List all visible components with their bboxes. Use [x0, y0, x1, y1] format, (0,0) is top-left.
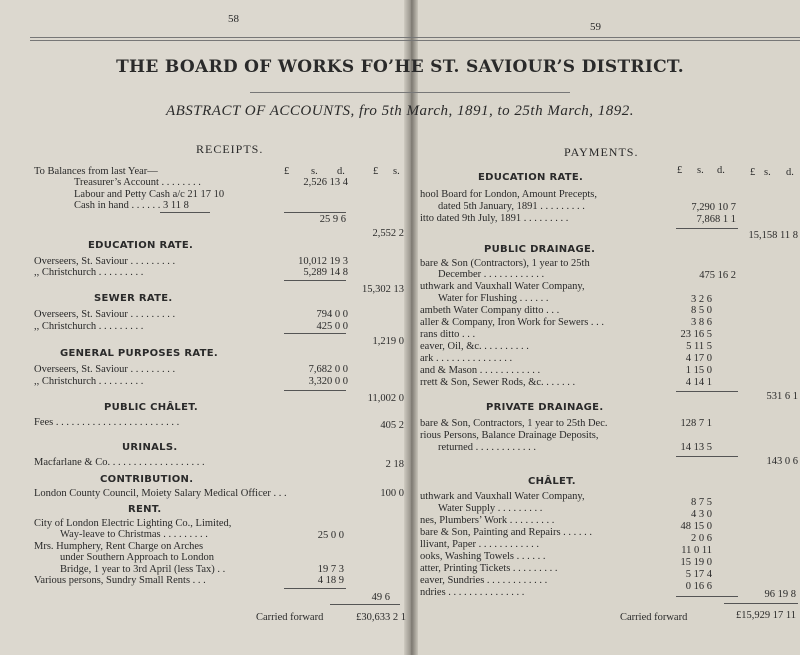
drain-row-7: ark . . . . . . . . . . . . . . .: [420, 353, 513, 364]
r-edu-amt-1: 10,012 19 3: [298, 256, 348, 267]
drain-row-9: rrett & Son, Sewer Rods, &c. . . . . . .: [420, 377, 576, 388]
payments-heading: PAYMENTS.: [564, 145, 639, 159]
chalet-row-3: bare & Son, Painting and Repairs . . . . . .: [420, 527, 593, 538]
general-row-1: Overseers, St. Saviour . . . . . . . . .: [34, 364, 176, 375]
contribution-heading: CONTRIBUTION.: [100, 474, 194, 485]
drain-amt-6: 5 11 5: [686, 341, 712, 352]
balances-label: To Balances from last Year—: [34, 166, 158, 177]
urinals-label: Macfarlane & Co. . . . . . . . . . . . . . . . . . .: [34, 457, 205, 468]
rent-row-1-l1: City of London Electric Lighting Co., Limited,: [34, 518, 232, 529]
r-edu-row-2: ,, Christchurch . . . . . . . . .: [34, 267, 144, 278]
col-shillings-b: s.: [393, 166, 400, 177]
chalet-amt-4: 2 0 6: [691, 533, 712, 544]
drain-amt-5: 23 16 5: [680, 329, 712, 340]
drain-amt-2: 3 2 6: [691, 294, 712, 305]
general-row-2: ,, Christchurch . . . . . . . . .: [34, 376, 144, 387]
private-row-1: bare & Son, Contractors, 1 year to 25th Dec.: [420, 418, 608, 429]
chalet-amt-1: 8 7 5: [691, 497, 712, 508]
sewer-total: 1,219 0: [372, 336, 404, 347]
payments-carried-label: Carried forward: [620, 612, 688, 623]
payments-carried-amount: £15,929 17 11: [736, 610, 796, 621]
p-edu-l2: dated 5th January, 1891 . . . . . . . . .: [438, 201, 585, 212]
private-row-2-l2: returned . . . . . . . . . . . .: [438, 442, 536, 453]
drain-row-3: ambeth Water Company ditto . . .: [420, 305, 560, 316]
chalet-row-1-l2: Water Supply . . . . . . . . .: [438, 503, 543, 514]
chalet-amt-7: 5 17 4: [685, 569, 712, 580]
p-edu-total: 15,158 11 8: [748, 230, 798, 241]
pay-col-pounds-b: £: [750, 167, 756, 178]
sewer-amt-1: 794 0 0: [316, 309, 348, 320]
general-heading: GENERAL PURPOSES RATE.: [60, 348, 218, 359]
drain-row-2-l1: uthwark and Vauxhall Water Company,: [420, 281, 585, 292]
title-rule: [250, 92, 570, 93]
rent-amt-3: 4 18 9: [317, 575, 344, 586]
p-edu-l3: itto dated 9th July, 1891 . . . . . . . . .: [420, 213, 569, 224]
r-edu-total: 15,302 13: [362, 284, 404, 295]
private-amt-1: 128 7 1: [680, 418, 712, 429]
page-subtitle: ABSTRACT OF ACCOUNTS, fro 5th March, 1891, to 25th March, 1892.: [165, 103, 635, 119]
page-number-left: 58: [228, 13, 239, 25]
pay-col-pounds-a: £: [677, 165, 683, 176]
sewer-row-2: ,, Christchurch . . . . . . . . .: [34, 321, 144, 332]
labour-label: Labour and Petty Cash a/c 21 17 10: [74, 189, 225, 200]
chalet-amt-2: 4 3 0: [691, 509, 712, 520]
cash-label: Cash in hand . . . . . . 3 11 8: [74, 200, 189, 211]
rent-row-2-l2: under Southern Approach to London: [60, 552, 214, 563]
receipts-carried-label: Carried forward: [256, 612, 324, 623]
page-number-right: 59: [590, 21, 601, 33]
private-drainage-heading: PRIVATE DRAINAGE.: [486, 402, 604, 413]
drain-row-8: and & Mason . . . . . . . . . . . .: [420, 365, 541, 376]
balances-total: 2,552 2: [372, 228, 404, 239]
rent-row-3: Various persons, Sundry Small Rents . . .: [34, 575, 206, 586]
public-drainage-total: 531 6 1: [766, 391, 798, 402]
drain-amt-1: 475 16 2: [699, 270, 736, 281]
private-drainage-total: 143 0 6: [766, 456, 798, 467]
rent-heading: RENT.: [128, 504, 162, 515]
sewer-heading: SEWER RATE.: [94, 293, 173, 304]
chalet-row-8: ndries . . . . . . . . . . . . . . .: [420, 587, 525, 598]
chalet-amt-3: 48 15 0: [680, 521, 712, 532]
drain-row-1-l1: bare & Son (Contractors), 1 year to 25th: [420, 258, 590, 269]
drain-row-2-l2: Water for Flushing . . . . . .: [438, 293, 549, 304]
receipts-heading: RECEIPTS.: [196, 142, 264, 156]
chalet-row-6: atter, Printing Tickets . . . . . . . . .: [420, 563, 558, 574]
chalet-row-2: nes, Plumbers’ Work . . . . . . . . .: [420, 515, 555, 526]
drain-row-5: rans ditto . . .: [420, 329, 476, 340]
general-amt-1: 7,682 0 0: [308, 364, 348, 375]
drain-row-6: eaver, Oil, &c. . . . . . . . . .: [420, 341, 529, 352]
chalet-row-1-l1: uthwark and Vauxhall Water Company,: [420, 491, 585, 502]
chalet-row-5: ooks, Washing Towels . . . . . .: [420, 551, 546, 562]
p-edu-amt-1: 7,290 10 7: [691, 202, 736, 213]
chalet-fees-total: 405 2: [380, 420, 404, 431]
pay-col-pence-b: d.: [786, 167, 794, 178]
balances-subtotal: 25 9 6: [319, 214, 346, 225]
col-pounds-a: £: [284, 166, 290, 177]
contribution-total: 100 0: [380, 488, 404, 499]
col-pounds-b: £: [373, 166, 379, 177]
book-gutter: [404, 0, 418, 655]
chalet-amt-6: 15 19 0: [680, 557, 712, 568]
r-edu-row-1: Overseers, St. Saviour . . . . . . . . .: [34, 256, 176, 267]
drain-amt-8: 1 15 0: [685, 365, 712, 376]
col-pence-a: d.: [337, 166, 345, 177]
private-row-2-l1: rious Persons, Balance Drainage Deposits,: [420, 430, 599, 441]
treasurer-label: Treasurer’s Account . . . . . . . .: [74, 177, 201, 188]
drain-amt-7: 4 17 0: [685, 353, 712, 364]
chalet-total: 96 19 8: [764, 589, 796, 600]
public-drainage-heading: PUBLIC DRAINAGE.: [484, 244, 596, 255]
sewer-amt-2: 425 0 0: [316, 321, 348, 332]
top-rule-2: [30, 40, 800, 41]
urinals-total: 2 18: [385, 459, 404, 470]
payments-education-heading: EDUCATION RATE.: [478, 172, 584, 183]
page-title: THE BOARD OF WORKS FO’HE ST. SAVIOUR’S DISTRICT.: [116, 57, 684, 77]
chalet-heading-right: CHÂLET.: [528, 476, 576, 487]
rent-total: 49 6: [371, 592, 390, 603]
rent-row-2-l1: Mrs. Humphery, Rent Charge on Arches: [34, 541, 204, 552]
drain-amt-9: 4 14 1: [685, 377, 712, 388]
receipts-education-heading: EDUCATION RATE.: [88, 240, 194, 251]
rent-amt-2: 19 7 3: [317, 564, 344, 575]
private-amt-2: 14 13 5: [680, 442, 712, 453]
drain-amt-4: 3 8 6: [691, 317, 712, 328]
chalet-fees-label: Fees . . . . . . . . . . . . . . . . . . . . . . . .: [34, 417, 180, 428]
rent-row-2-l3: Bridge, 1 year to 3rd April (less Tax) . .: [60, 564, 226, 575]
chalet-amt-5: 11 0 11: [681, 545, 712, 556]
pay-col-shillings-a: s.: [697, 165, 704, 176]
chalet-row-7: eaver, Sundries . . . . . . . . . . . .: [420, 575, 548, 586]
pay-col-shillings-b: s.: [764, 167, 771, 178]
treasurer-amount: 2,526 13 4: [303, 177, 348, 188]
general-total: 11,002 0: [367, 393, 404, 404]
receipts-carried-amount: £30,633 2 1: [356, 612, 406, 623]
p-edu-l1: hool Board for London, Amount Precepts,: [420, 189, 598, 200]
rent-amt-1: 25 0 0: [317, 530, 344, 541]
p-edu-amt-2: 7,868 1 1: [696, 214, 736, 225]
chalet-row-4: llivant, Paper . . . . . . . . . . . .: [420, 539, 539, 550]
drain-row-4: aller & Company, Iron Work for Sewers . . .: [420, 317, 605, 328]
general-amt-2: 3,320 0 0: [308, 376, 348, 387]
chalet-amt-8: 0 16 6: [685, 581, 712, 592]
r-edu-amt-2: 5,289 14 8: [303, 267, 348, 278]
col-shillings-a: s.: [311, 166, 318, 177]
drain-row-1-l2: December . . . . . . . . . . . .: [438, 269, 545, 280]
drain-amt-3: 8 5 0: [691, 305, 712, 316]
sewer-row-1: Overseers, St. Saviour . . . . . . . . .: [34, 309, 176, 320]
pay-col-pence-a: d.: [717, 165, 725, 176]
contribution-label: London County Council, Moiety Salary Medical Officer . . .: [34, 488, 287, 499]
rent-row-1-l2: Way-leave to Christmas . . . . . . . . .: [60, 529, 208, 540]
urinals-heading: URINALS.: [122, 442, 178, 453]
top-rule: [30, 37, 800, 38]
chalet-heading-left: PUBLIC CHÂLET.: [104, 402, 198, 413]
